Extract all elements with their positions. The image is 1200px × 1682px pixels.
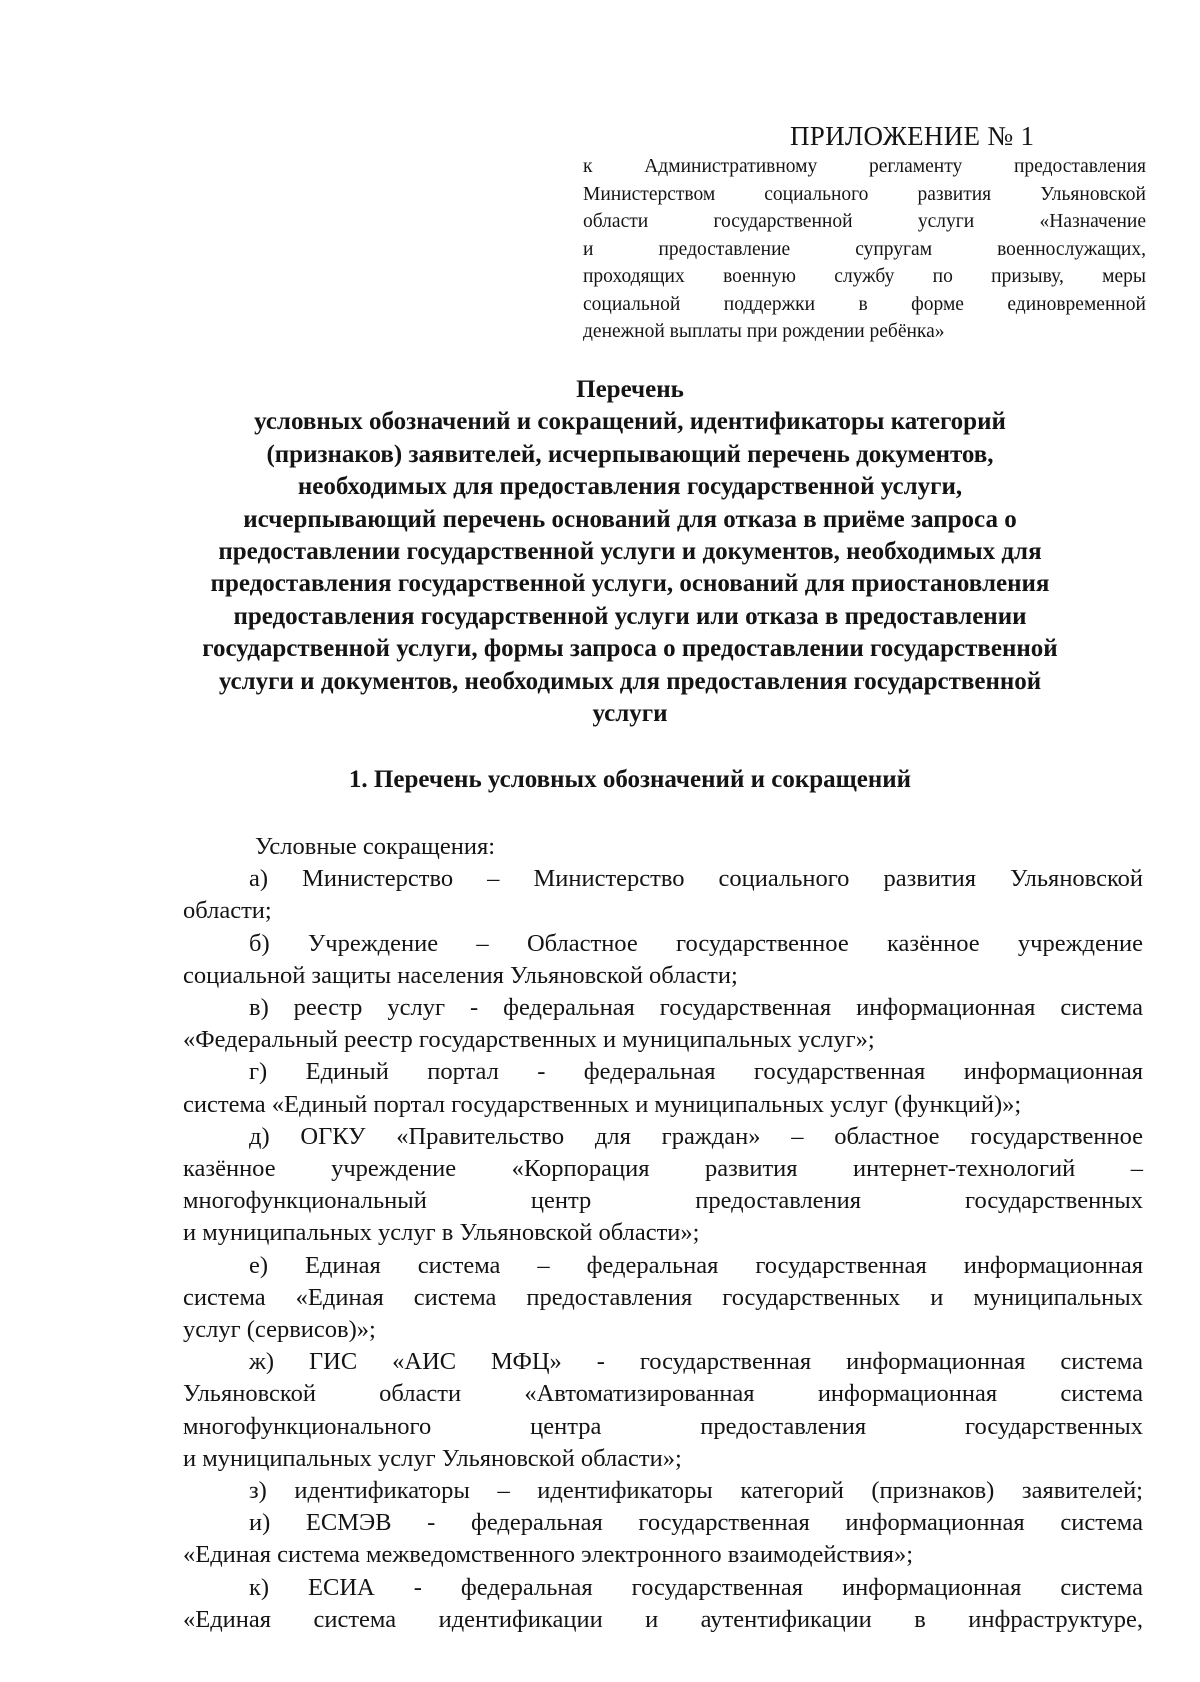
abbreviation-item-k [183, 1572, 1143, 1636]
appendix-line: денежной выплаты при рождении ребёнка» [583, 321, 945, 342]
title-line: (признаков) заявителей, исчерпывающий перечень документов, [266, 440, 994, 468]
title-line: услуги и документов, необходимых для предоставления государственной [218, 667, 1042, 695]
title-line: необходимых для предоставления государственной услуги, [297, 473, 963, 501]
item-line: социальной защиты населения Ульяновской области; [183, 961, 738, 989]
appendix-description [583, 153, 1146, 346]
appendix-title: ПРИЛОЖЕНИЕ № 1 [790, 121, 1035, 151]
appendix-line: к Административному регламенту предоставления [583, 156, 1146, 177]
item-line: Ульяновской области «Автоматизированная информационная система [183, 1380, 1143, 1408]
item-line: е) Единая система – федеральная государственная информационная [249, 1251, 1143, 1279]
item-line: к) ЕСИА - федеральная государственная информационная система [249, 1573, 1143, 1601]
item-line: и) ЕСМЭВ - федеральная государственная информационная система [249, 1509, 1143, 1537]
abbreviation-item-zh [183, 1346, 1143, 1475]
title-line: предоставлении государственной услуги и документов, необходимых для [218, 538, 1042, 566]
abbreviation-item-z [183, 1475, 1143, 1507]
item-line: и муниципальных услуг в Ульяновской области»; [183, 1219, 700, 1247]
abbreviation-item-b [183, 928, 1143, 992]
item-line: з) идентификаторы – идентификаторы категорий (признаков) заявителей; [249, 1477, 1143, 1505]
item-line: ж) ГИС «АИС МФЦ» - государственная информационная система [249, 1348, 1143, 1376]
item-line: а) Министерство – Министерство социального развития Ульяновской [249, 865, 1143, 893]
item-line: и муниципальных услуг Ульяновской области»; [183, 1444, 682, 1472]
item-line: «Единая система идентификации и аутентификации в инфраструктуре, [183, 1605, 1143, 1633]
appendix-line: области государственной услуги «Назначение [583, 211, 1146, 232]
item-line: «Единая система межведомственного электронного взаимодействия»; [183, 1541, 914, 1569]
document-title [150, 374, 1110, 730]
title-line: услуги [592, 700, 668, 728]
abbreviation-item-e [183, 1250, 1143, 1347]
title-line: предоставления государственной услуги или отказа в предоставлении [233, 602, 1027, 630]
item-line: многофункционального центра предоставления государственных [183, 1412, 1143, 1440]
abbreviation-item-d [183, 1121, 1143, 1250]
item-line: система «Единый портал государственных и муниципальных услуг (функций)»; [183, 1090, 1022, 1118]
appendix-line: и предоставление супругам военнослужащих, [583, 238, 1146, 260]
title-line: условных обозначений и сокращений, идентификаторы категорий [254, 408, 1006, 436]
abbreviation-item-v [183, 992, 1143, 1056]
abbreviation-item-i [183, 1507, 1143, 1571]
item-line: система «Единая система предоставления государственных и муниципальных [183, 1283, 1143, 1311]
item-line: «Федеральный реестр государственных и муниципальных услуг»; [183, 1026, 875, 1054]
section-body [183, 831, 1143, 1636]
appendix-line: проходящих военную службу по призыву, меры [583, 266, 1146, 287]
appendix-header [583, 119, 1146, 346]
title-line: Перечень [576, 376, 684, 403]
appendix-line: Министерством социального развития Ульяновской [583, 183, 1146, 205]
section-heading: 1. Перечень условных обозначений и сокращений [348, 766, 912, 793]
title-line: исчерпывающий перечень оснований для отказа в приёме запроса о [243, 505, 1017, 533]
title-line: предоставления государственной услуги, оснований для приостановления [210, 570, 1050, 598]
item-line: д) ОГКУ «Правительство для граждан» – областное государственное [249, 1122, 1143, 1150]
appendix-line: социальной поддержки в форме единовременной [583, 293, 1146, 315]
item-line: в) реестр услуг - федеральная государственная информационная система [249, 994, 1143, 1022]
item-line: б) Учреждение – Областное государственное казённое учреждение [249, 929, 1143, 957]
abbreviation-item-a [183, 863, 1143, 927]
item-line: области; [183, 897, 272, 925]
abbreviations-intro: Условные сокращения: [255, 833, 496, 860]
item-line: многофункциональный центр предоставления государственных [183, 1187, 1143, 1215]
item-line: г) Единый портал - федеральная государственная информационная [249, 1058, 1143, 1086]
title-line: государственной услуги, формы запроса о предоставлении государственной [202, 635, 1058, 663]
item-line: казённое учреждение «Корпорация развития интернет-технологий – [183, 1155, 1143, 1183]
abbreviation-item-g [183, 1056, 1143, 1120]
item-line: услуг (сервисов)»; [183, 1316, 376, 1344]
